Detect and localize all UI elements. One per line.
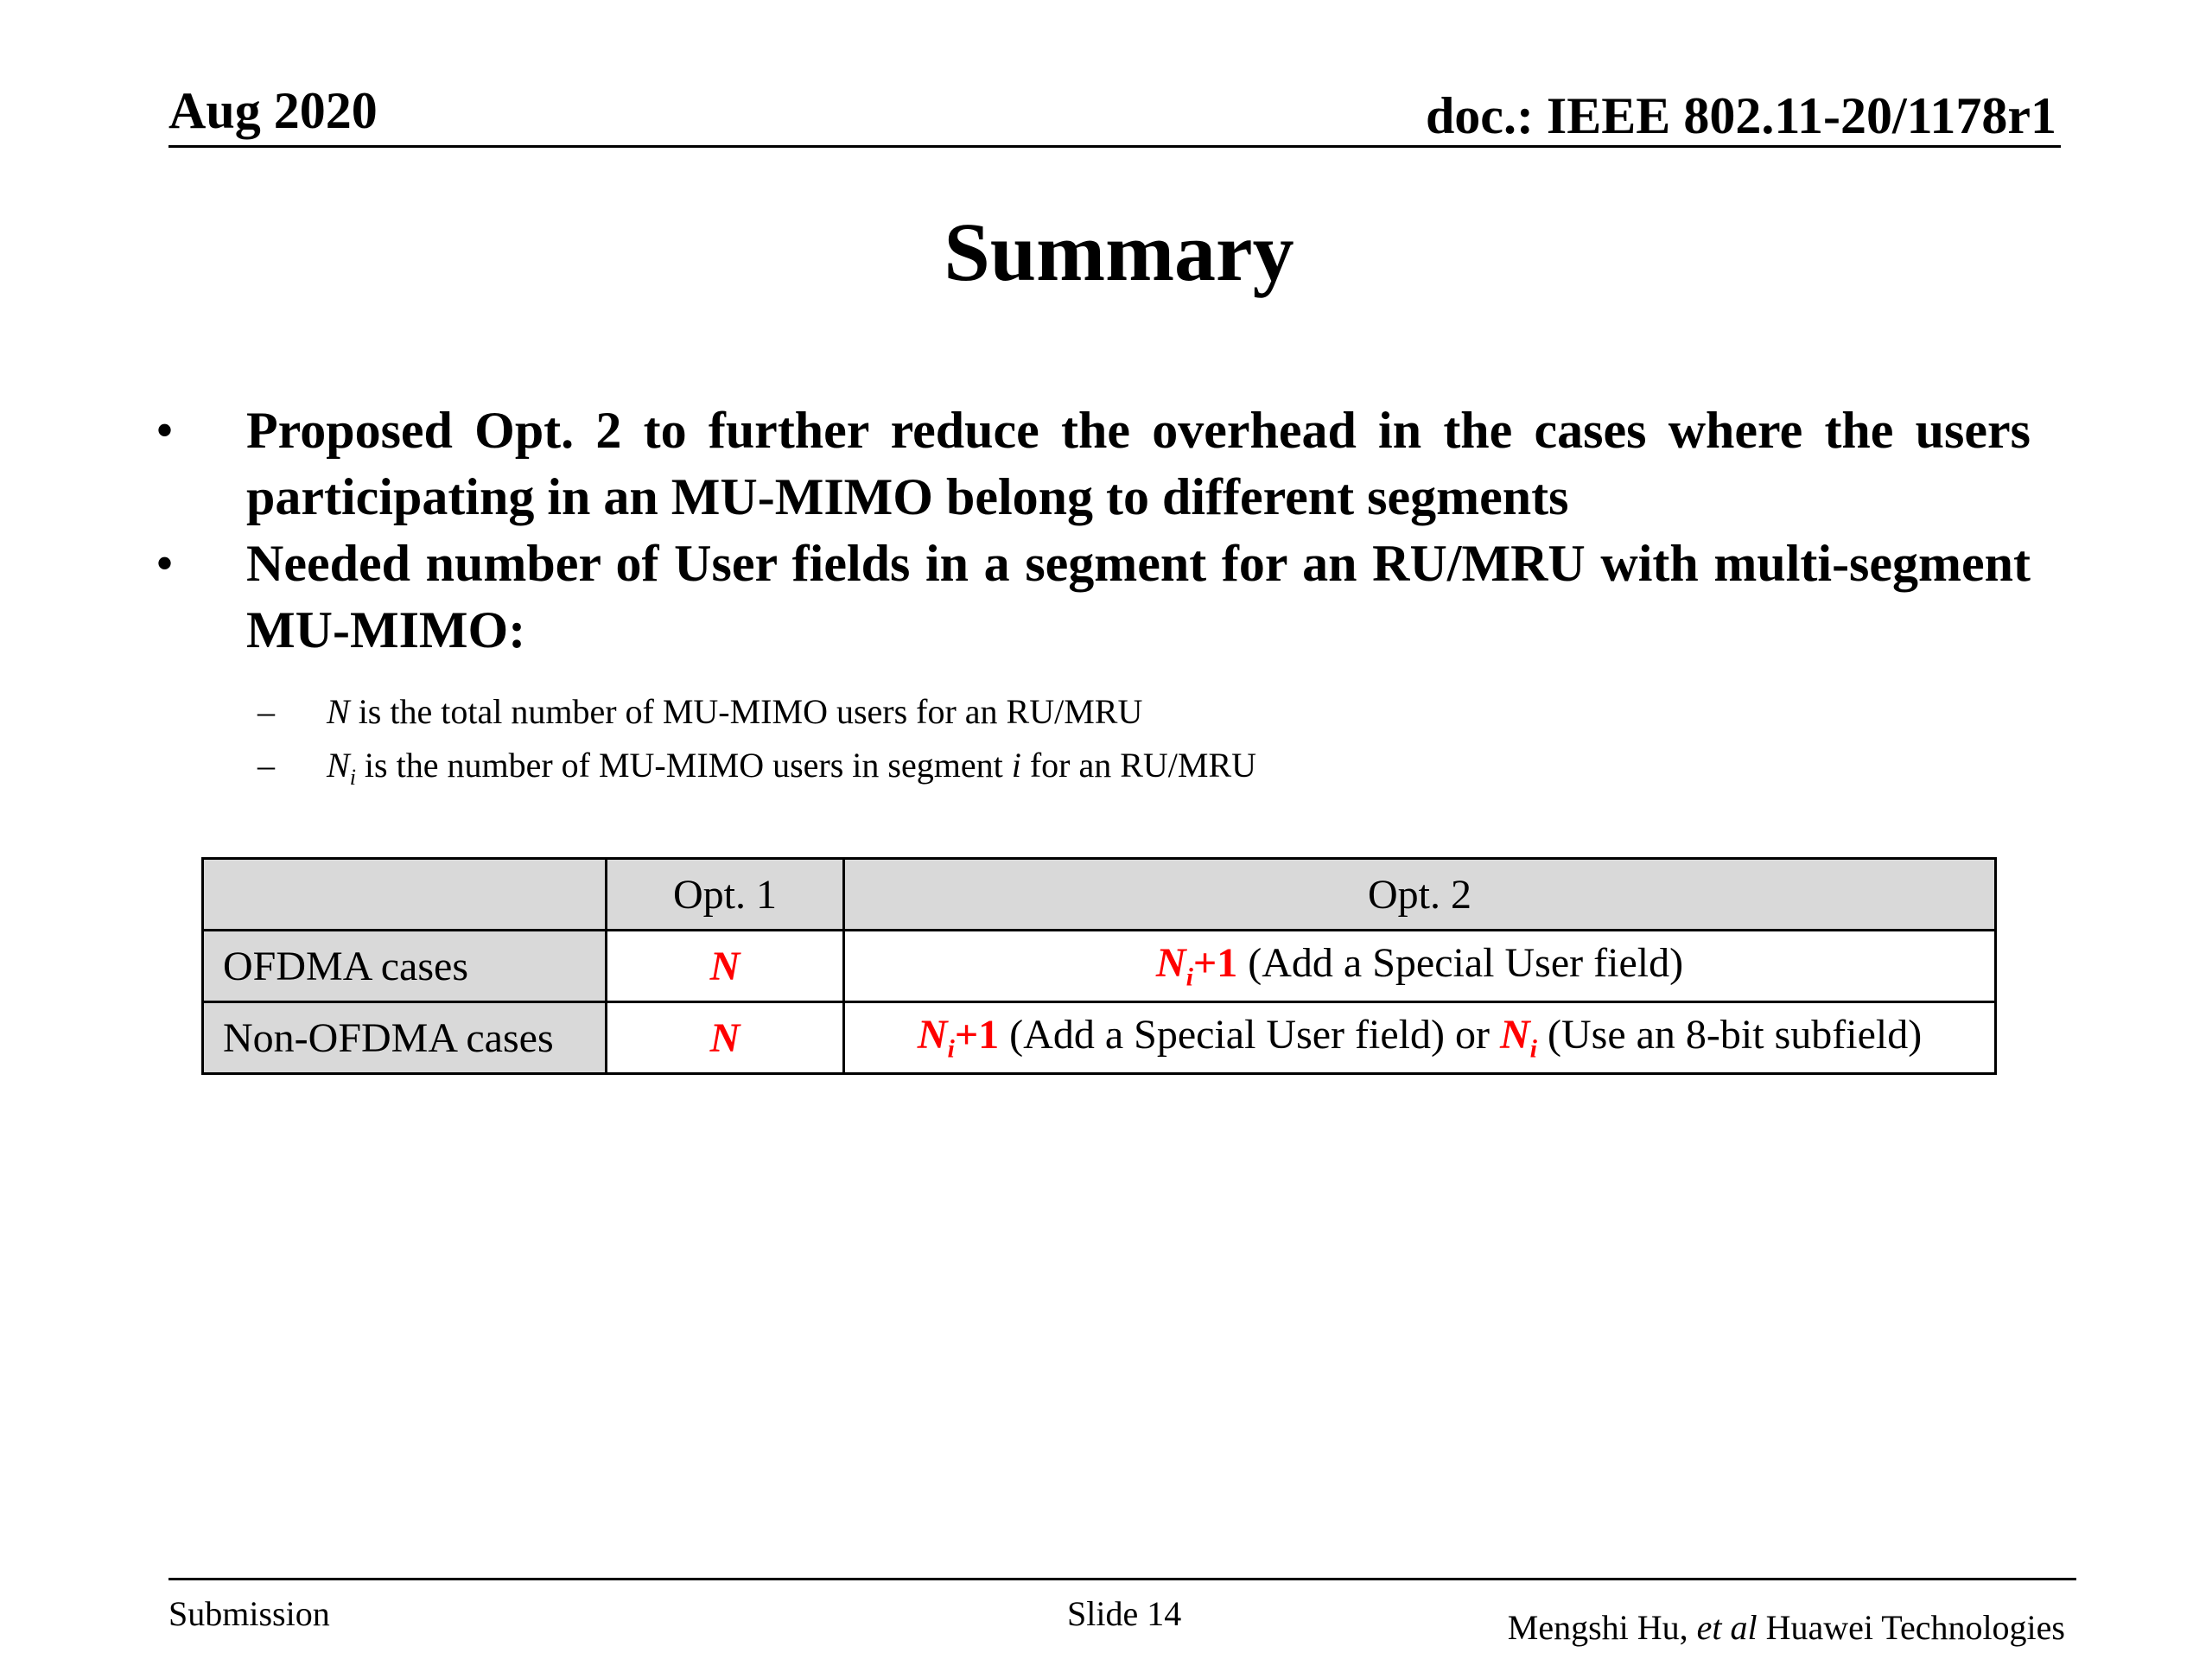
sub-item-text: N is the total number of MU-MIMO users for an RU/MRU xyxy=(327,692,1143,731)
bullet-text: Needed number of User fields in a segment for an RU/MRU with multi-segment MU-MIMO: xyxy=(246,535,2031,658)
row-label: OFDMA cases xyxy=(203,931,607,1002)
opt2-cell: $N_i+1$ (Add a Special User field) or $N_i$ (Use an 8-bit subfield) xyxy=(844,1002,1996,1074)
sub-item-text: $N_i$ is the number of MU-MIMO users in segment i for an RU/MRU xyxy=(327,746,1257,790)
table-header-cell xyxy=(203,859,607,931)
footer-author: Mengshi Hu, et al Huawei Technologies xyxy=(1507,1608,2065,1647)
footer-divider xyxy=(168,1578,2076,1580)
variable: N xyxy=(327,746,350,785)
bullet-text: Proposed Opt. 2 to further reduce the overhead in the cases where the users participating in an MU-MIMO belong to different segments xyxy=(246,402,2031,525)
header-date: Aug 2020 xyxy=(168,82,378,139)
table-header-cell: Opt. 2 xyxy=(844,859,1996,931)
variable: N xyxy=(327,692,350,731)
bullet-icon: • xyxy=(156,402,175,459)
summary-table xyxy=(201,857,1997,1075)
footer-slide-number: Slide 14 xyxy=(1067,1594,1182,1633)
opt2-cell: $N_i+1$ (Add a Special User field) xyxy=(844,931,1996,1002)
table-header-row xyxy=(203,859,1996,931)
variable-subscript: i xyxy=(349,765,356,790)
opt1-cell: N xyxy=(607,931,844,1002)
table-row xyxy=(203,1002,1996,1074)
slide-title: Summary xyxy=(944,206,1294,298)
opt1-cell: N xyxy=(607,1002,844,1074)
bullet-icon: • xyxy=(156,535,175,592)
table-row xyxy=(203,931,1996,1002)
header-divider xyxy=(168,145,2061,148)
sub-item xyxy=(257,692,1143,731)
bullet-item xyxy=(156,397,2031,531)
dash-icon: – xyxy=(257,746,275,785)
header-doc-number: doc.: IEEE 802.11-20/1178r1 xyxy=(1425,87,2056,144)
table-header-cell: Opt. 1 xyxy=(607,859,844,931)
sub-item xyxy=(257,748,1256,789)
row-label: Non-OFDMA cases xyxy=(203,1002,607,1074)
footer-submission: Submission xyxy=(168,1594,330,1633)
bullet-item xyxy=(156,531,2031,664)
variable: i xyxy=(1011,746,1021,785)
dash-icon: – xyxy=(257,692,275,731)
